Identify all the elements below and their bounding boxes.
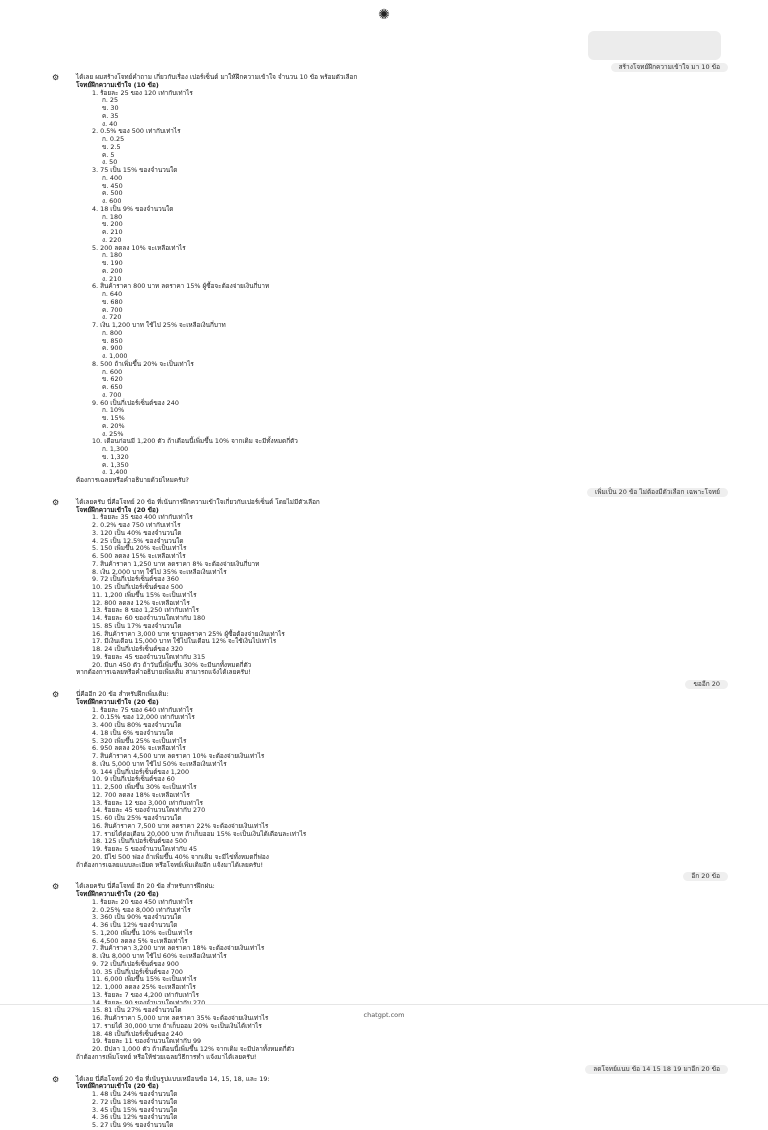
- question-item: 10. 25 เป็นกี่เปอร์เซ็นต์ของ 500: [92, 583, 183, 591]
- answer-option: ก. 10%: [102, 406, 125, 415]
- question-item: 13. ร้อยละ 12 ของ 3,000 เท่ากับเท่าไร: [92, 798, 203, 807]
- question-item: 11. 1,200 เพิ่มขึ้น 15% จะเป็นเท่าไร: [92, 590, 197, 599]
- message-intro: ได้เลยครับ นี่คือโจทย์ 20 ข้อ ที่เน้นการฝึกความเข้าใจเกี่ยวกับเปอร์เซ็นต์ โดยไม่มีตัวเลือก: [76, 497, 320, 506]
- question-item: 9. 72 เป็นกี่เปอร์เซ็นต์ของ 360: [92, 575, 179, 584]
- assistant-avatar-icon: ⚙: [52, 1074, 60, 1084]
- question-item: 17. รายได้ต่อเดือน 20,000 บาท ถ้าเก็บออม 15% จะเป็นเงินได้เดือนละเท่าไร: [92, 829, 307, 838]
- question-item: 3. 75 เป็น 15% ของจำนวนใด: [92, 166, 178, 174]
- question-item: 3. 45 เป็น 15% ของจำนวนใด: [92, 1105, 178, 1114]
- question-item: 11. 6,000 เพิ่มขึ้น 15% จะเป็นเท่าไร: [92, 975, 197, 984]
- question-item: 9. 144 เป็นกี่เปอร์เซ็นต์ของ 1,200: [92, 767, 190, 776]
- question-list: [76, 1091, 728, 1130]
- question-item: 10. 35 เป็นกี่เปอร์เซ็นต์ของ 700: [92, 967, 183, 976]
- answer-option: ก. 800: [102, 328, 123, 337]
- message-intro: ได้เลยครับ นี่คือโจทย์ อีก 20 ข้อ สำหรับการฝึกฝน:: [76, 882, 215, 891]
- assistant-message: [42, 499, 728, 677]
- section-heading: โจทย์ฝึกความเข้าใจ (20 ข้อ): [76, 1082, 159, 1091]
- answer-option: ก. 25: [102, 96, 119, 105]
- answer-option: ง. 50: [102, 158, 118, 167]
- question-item: 13. ร้อยละ 7 ของ 4,200 เท่ากับเท่าไร: [92, 990, 199, 999]
- message-intro: ได้เลย ผมสร้างโจทย์คำถาม เกี่ยวกับเรื่อง เปอร์เซ็นต์ มาให้ฝึกความเข้าใจ จำนวน 10 ข้อ พร้อมตัวเลือก: [76, 73, 358, 81]
- section-heading: โจทย์ฝึกความเข้าใจ (20 ข้อ): [76, 505, 159, 514]
- question-item: 10. 9 เป็นกี่เปอร์เซ็นต์ของ 60: [92, 775, 175, 784]
- answer-option: ข. 190: [102, 259, 123, 267]
- question-item: 4. 36 เป็น 12% ของจำนวนใด: [92, 921, 178, 929]
- answer-option: ค. 650: [102, 383, 123, 391]
- answer-option: ก. 180: [102, 212, 123, 221]
- assistant-message: [42, 1076, 728, 1130]
- question-item: 6. สินค้าราคา 800 บาท ลดราคา 15% ผู้ซื้อจะต้องจ่ายเงินกี่บาท: [92, 282, 270, 291]
- answer-option: ข. 680: [102, 297, 123, 306]
- question-item: 20. มีไข่ 500 ฟอง ถ้าเพิ่มขึ้น 40% จากเดิม จะมีไข่ทั้งหมดกี่ฟอง: [92, 852, 269, 861]
- chatgpt-logo-icon: ✺: [378, 7, 390, 23]
- answer-option: ค. 900: [102, 344, 123, 353]
- answer-option: ค. 500: [102, 189, 123, 198]
- question-item: 6. 500 ลดลง 15% จะเหลือเท่าไร: [92, 552, 186, 560]
- question-item: 7. สินค้าราคา 1,250 บาท ลดราคา 8% จะต้องจ่ายเงินกี่บาท: [92, 559, 260, 568]
- answer-option: ง. 25%: [102, 429, 124, 438]
- answer-option: ค. 5: [102, 150, 115, 159]
- question-item: 6. 950 ลดลง 20% จะเหลือเท่าไร: [92, 744, 186, 753]
- section-heading: โจทย์ฝึกความเข้าใจ (20 ข้อ): [76, 890, 159, 898]
- answer-option: ข. 15%: [102, 414, 125, 422]
- answer-option: ก. 640: [102, 290, 123, 298]
- question-item: 4. 25 เป็น 12.5% ของจำนวนใด: [92, 536, 184, 545]
- assistant-avatar-icon: ⚙: [52, 690, 60, 699]
- answer-option: ง. 40: [102, 119, 118, 128]
- answer-option: ข. 1,320: [102, 452, 129, 461]
- assistant-message: [42, 691, 728, 869]
- answer-option: ง. 700: [102, 390, 122, 399]
- question-item: 3. 120 เป็น 40% ของจำนวนใด: [92, 528, 182, 537]
- user-message: [42, 63, 728, 72]
- user-message: [42, 1065, 728, 1074]
- user-message-text: อีก 20 ข้อ: [683, 872, 728, 881]
- message-closing: ถ้าต้องการเพิ่มโจทย์ หรือให้ช่วยเฉลยวิธีการทำ แจ้งมาได้เลยครับ!: [76, 1052, 257, 1061]
- answer-option: ค. 700: [102, 305, 123, 314]
- question-item: 5. 200 ลดลง 10% จะเหลือเท่าไร: [92, 243, 186, 252]
- question-item: 14. ร้อยละ 90 ของจำนวนใดเท่ากับ 270: [92, 998, 206, 1007]
- question-item: 2. 0.25% ของ 8,000 เท่ากับเท่าไร: [92, 905, 191, 914]
- question-item: 16. สินค้าราคา 3,000 บาท ขายลดราคา 25% ผู้ซื้อต้องจ่ายเงินเท่าไร: [92, 629, 285, 638]
- question-item: 5. 27 เป็น 9% ของจำนวนใด: [92, 1121, 174, 1129]
- question-item: 2. 0.15% ของ 12,000 เท่ากับเท่าไร: [92, 713, 195, 722]
- answer-option: ค. 20%: [102, 421, 125, 430]
- message-closing: ถ้าต้องการเฉลยแบบละเอียด หรือโจทย์เพิ่มเติมอีก แจ้งมาได้เลยครับ!: [76, 860, 264, 869]
- question-item: 15. 60 เป็น 25% ของจำนวนใด: [92, 814, 182, 822]
- question-item: 4. 18 เป็น 6% ของจำนวนใด: [92, 728, 174, 737]
- question-item: 3. 360 เป็น 90% ของจำนวนใด: [92, 913, 182, 922]
- question-item: 4. 36 เป็น 12% ของจำนวนใด: [92, 1113, 178, 1122]
- assistant-avatar-icon: ⚙: [52, 73, 60, 82]
- question-item: 2. 72 เป็น 18% ของจำนวนใด: [92, 1097, 178, 1106]
- question-item: 1. ร้อยละ 35 ของ 400 เท่ากับเท่าไร: [92, 513, 193, 522]
- user-message: [42, 872, 728, 881]
- question-item: 18. 125 เป็นกี่เปอร์เซ็นต์ของ 500: [92, 837, 188, 846]
- question-item: 11. 2,500 เพิ่มขึ้น 30% จะเป็นเท่าไร: [92, 783, 197, 791]
- question-item: 1. ร้อยละ 20 ของ 450 เท่ากับเท่าไร: [92, 897, 193, 906]
- question-list: [76, 90, 728, 478]
- answer-option: ค. 1,350: [102, 460, 129, 469]
- user-message-text: ขออีก 20: [685, 680, 728, 689]
- answer-option: ก. 600: [102, 367, 123, 376]
- answer-option: ข. 850: [102, 336, 123, 345]
- footer-site: chatgpt.com: [363, 1011, 405, 1019]
- question-item: 2. 0.2% ของ 750 เท่ากับเท่าไร: [92, 521, 181, 529]
- question-item: 8. เงิน 2,000 บาท ใช้ไป 35% จะเหลือเงินเท่าไร: [92, 567, 227, 576]
- question-item: 17. รายได้ 30,000 บาท ถ้าเก็บออม 20% จะเป็นเงินได้เท่าไร: [92, 1021, 262, 1030]
- answer-option: ข. 2.5: [102, 142, 121, 151]
- message-intro: นี่คืออีก 20 ข้อ สำหรับฝึกเพิ่มเติม:: [76, 690, 169, 698]
- answer-option: ก. 0.25: [102, 135, 125, 143]
- question-item: 14. ร้อยละ 45 ของจำนวนใดเท่ากับ 270: [92, 806, 206, 815]
- assistant-avatar-icon: ⚙: [52, 882, 60, 892]
- question-item: 5. 1,200 เพิ่มขึ้น 10% จะเป็นเท่าไร: [92, 928, 193, 937]
- question-item: 19. ร้อยละ 11 ของจำนวนใดเท่ากับ 99: [92, 1037, 202, 1046]
- question-item: 5. 320 เพิ่มขึ้น 25% จะเป็นเท่าไร: [92, 736, 187, 745]
- question-list: [76, 514, 728, 669]
- message-closing: หากต้องการเฉลยหรือคำอธิบายเพิ่มเติม สามารถแจ้งได้เลยครับ!: [76, 668, 251, 677]
- question-item: 13. ร้อยละ 8 ของ 1,250 เท่ากับเท่าไร: [92, 606, 199, 615]
- question-item: 17. มีเงินเดือน 15,000 บาท ใช้ไปในเดือน 12% จะใช้เงินไปเท่าไร: [92, 637, 277, 646]
- answer-option: ง. 210: [102, 274, 122, 283]
- answer-option: ค. 200: [102, 266, 123, 275]
- question-item: 16. สินค้าราคา 7,500 บาท ลดราคา 22% จะต้องจ่ายเงินเท่าไร: [92, 821, 269, 830]
- question-list: [76, 899, 728, 1054]
- assistant-avatar-icon: ⚙: [52, 497, 60, 507]
- user-message: [42, 680, 728, 689]
- question-item: 8. เงิน 8,000 บาท ใช้ไป 60% จะเหลือเงินเท่าไร: [92, 952, 227, 960]
- answer-option: ค. 210: [102, 228, 123, 236]
- answer-option: ข. 200: [102, 220, 123, 229]
- question-item: 20. มีนก 450 ตัว ถ้าวันนี้เพิ่มขึ้น 30% จะมีนกทั้งหมดกี่ตัว: [92, 660, 252, 669]
- question-item: 12. 700 ลดลง 18% จะเหลือเท่าไร: [92, 790, 190, 799]
- user-message-text: ลดโจทย์แนบ ข้อ 14 15 18 19 มาอีก 20 ข้อ: [585, 1065, 728, 1074]
- message-closing: ต้องการเฉลยหรือคำอธิบายด้วยไหมครับ?: [76, 476, 189, 484]
- question-item: 10. เดือนก่อนมี 1,200 ตัว ถ้าเดือนนี้เพิ่มขึ้น 10% จากเดิม จะมีทั้งหมดกี่ตัว: [92, 437, 298, 446]
- question-item: 18. 48 เป็นกี่เปอร์เซ็นต์ของ 240: [92, 1029, 183, 1038]
- question-item: 3. 400 เป็น 80% ของจำนวนใด: [92, 721, 182, 729]
- answer-option: ง. 600: [102, 197, 122, 205]
- answer-option: ข. 620: [102, 375, 123, 384]
- question-item: 6. 4,500 ลดลง 5% จะเหลือเท่าไร: [92, 936, 188, 945]
- question-item: 5. 150 เพิ่มขึ้น 20% จะเป็นเท่าไร: [92, 544, 187, 553]
- question-item: 9. 60 เป็นกี่เปอร์เซ็นต์ของ 240: [92, 398, 179, 407]
- answer-option: ง. 720: [102, 313, 122, 322]
- question-item: 15. 81 เป็น 27% ของจำนวนใด: [92, 1006, 182, 1015]
- question-item: 7. เงิน 1,200 บาท ใช้ไป 25% จะเหลือเงินกี่บาท: [92, 321, 226, 329]
- question-item: 16. สินค้าราคา 5,000 บาท ลดราคา 35% จะต้องจ่ายเงินเท่าไร: [92, 1014, 269, 1022]
- answer-option: ค. 35: [102, 111, 119, 120]
- header-placeholder: [588, 31, 721, 60]
- question-item: 18. 24 เป็นกี่เปอร์เซ็นต์ของ 320: [92, 645, 183, 653]
- answer-option: ก. 180: [102, 251, 123, 260]
- question-item: 12. 1,000 ลดลง 25% จะเหลือเท่าไร: [92, 983, 196, 991]
- question-item: 15. 85 เป็น 17% ของจำนวนใด: [92, 621, 182, 630]
- answer-option: ง. 220: [102, 235, 122, 244]
- question-item: 12. 800 ลดลง 12% จะเหลือเท่าไร: [92, 598, 190, 607]
- question-item: 4. 18 เป็น 9% ของจำนวนใด: [92, 204, 174, 213]
- question-item: 1. ร้อยละ 25 ของ 120 เท่ากับเท่าไร: [92, 88, 193, 97]
- assistant-message: [42, 74, 728, 485]
- question-item: 19. ร้อยละ 45 ของจำนวนใดเท่ากับ 315: [92, 652, 206, 661]
- question-item: 7. สินค้าราคา 3,200 บาท ลดราคา 18% จะต้องจ่ายเงินเท่าไร: [92, 944, 265, 953]
- user-message: [42, 488, 728, 497]
- answer-option: ก. 1,300: [102, 445, 129, 453]
- question-item: 19. ร้อยละ 5 ของจำนวนใดเท่ากับ 45: [92, 845, 198, 853]
- question-item: 14. ร้อยละ 60 ของจำนวนใดเท่ากับ 180: [92, 614, 206, 622]
- question-list: [76, 707, 728, 862]
- section-heading: โจทย์ฝึกความเข้าใจ (20 ข้อ): [76, 697, 159, 706]
- message-intro: ได้เลย นี่คือโจทย์ 20 ข้อ ที่เน้นรูปแบบเหมือนข้อ 14, 15, 18, และ 19:: [76, 1074, 270, 1083]
- question-item: 1. ร้อยละ 75 ของ 640 เท่ากับเท่าไร: [92, 705, 193, 714]
- answer-option: ง. 1,400: [102, 468, 128, 477]
- question-item: 7. สินค้าราคา 4,500 บาท ลดราคา 10% จะต้องจ่ายเงินเท่าไร: [92, 752, 265, 760]
- question-item: 8. 500 ถ้าเพิ่มขึ้น 20% จะเป็นเท่าไร: [92, 359, 194, 368]
- question-item: 1. 48 เป็น 24% ของจำนวนใด: [92, 1090, 178, 1098]
- user-message-text: เพิ่มเป็น 20 ข้อ ไม่ต้องมีตัวเลือก เฉพาะโจทย์: [587, 488, 728, 497]
- answer-option: ก. 400: [102, 173, 123, 182]
- question-item: 9. 72 เป็นกี่เปอร์เซ็นต์ของ 900: [92, 959, 179, 968]
- question-item: 20. มีปลา 1,000 ตัว ถ้าเดือนนี้เพิ่มขึ้น 12% จากเดิม จะมีปลาทั้งหมดกี่ตัว: [92, 1045, 295, 1053]
- question-item: 2. 0.5% ของ 500 เท่ากับเท่าไร: [92, 127, 181, 136]
- answer-option: ข. 30: [102, 104, 119, 112]
- assistant-message: [42, 883, 728, 1061]
- question-item: 8. เงิน 5,000 บาท ใช้ไป 50% จะเหลือเงินเท่าไร: [92, 759, 227, 768]
- user-message-text: สร้างโจทย์ฝึกความเข้าใจ มา 10 ข้อ: [611, 63, 728, 72]
- answer-option: ง. 1,000: [102, 352, 128, 360]
- answer-option: ข. 450: [102, 181, 123, 190]
- section-heading: โจทย์ฝึกความเข้าใจ (10 ข้อ): [76, 80, 159, 89]
